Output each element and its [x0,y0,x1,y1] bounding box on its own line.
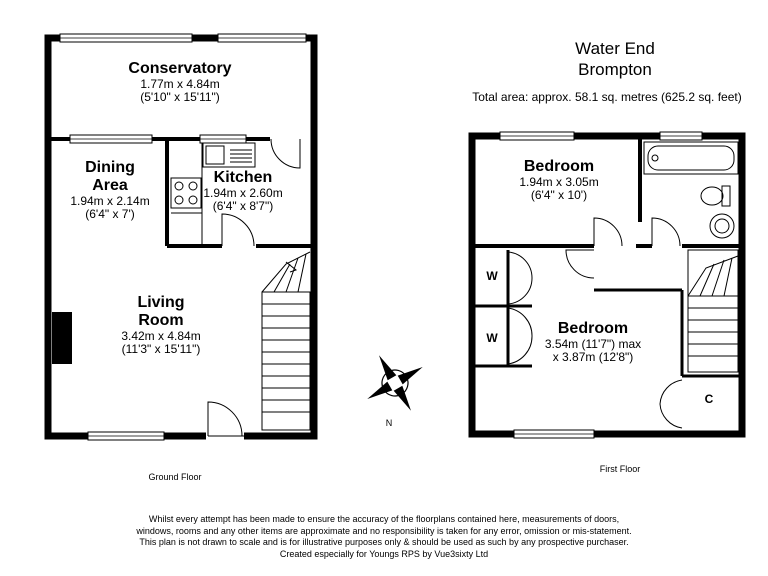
bedroom-1-metric: 1.94m x 3.05m [519,174,599,189]
dining-area-imperial: (6'4" x 7') [85,207,135,222]
bathroom-door-swing [652,218,680,246]
wardrobe-1-label: W [486,269,498,283]
kitchen-door-swing [222,214,254,246]
wardrobe-1-door-swing [508,252,532,304]
kitchen-imperial: (6'4" x 8'7") [212,199,274,214]
basin [710,214,734,238]
disclaimer-line-3: This plan is not drawn to scale and is for illustrative purposes only & should be used as such by any prospective purchaser. [139,537,629,548]
toilet [701,187,723,205]
ground-floor-label: Ground Floor [148,472,202,482]
back-door-swing [271,139,300,168]
bedroom-2-size-1: 3.54m (11'7") max [544,336,642,351]
bedroom-1-name: Bedroom [523,158,595,175]
conservatory-name: Conservatory [128,60,232,77]
compass-north-label: N [385,418,393,428]
total-area: Total area: approx. 58.1 sq. metres (625.2 sq. feet) [472,90,742,104]
conservatory-imperial: (5'10" x 15'11") [140,90,220,105]
front-door-swing [208,402,242,436]
living-room-name-2: Room [138,311,184,329]
chimney-breast [52,312,72,364]
compass-rose [351,339,438,426]
dining-area-name-1: Dining [85,159,135,176]
living-room-label [96,294,226,357]
bathroom-fittings [644,142,738,238]
bedroom-1-imperial: (6'4" x 10') [530,188,588,203]
property-title [530,38,700,81]
kitchen-name: Kitchen [213,169,273,186]
disclaimer-line-2: windows, rooms and any other items are approximate and no responsibility is taken for any error, omission or mis-statement. [136,525,632,536]
ground-floor-staircase [262,252,310,430]
kitchen-metric: 1.94m x 2.60m [203,185,283,200]
disclaimer [90,514,678,561]
disclaimer-line-1: Whilst every attempt has been made to ensure the accuracy of the floorplans contained here, measurements of doors, [148,514,620,524]
sink [203,143,255,167]
conservatory-metric: 1.77m x 4.84m [140,76,220,91]
bedroom-1-label [500,158,618,203]
cupboard-label: C [704,392,714,406]
property-name-line-1: Water End [575,39,655,58]
property-name-line-2: Brompton [578,60,652,80]
back-door-gap [270,135,300,143]
dining-area-name-2: Area [92,176,128,194]
first-floor-label: First Floor [599,464,641,474]
bedroom-2-size-2: x 3.87m (12'8") [552,350,634,365]
bedroom-2-door-swing [566,250,594,278]
conservatory-label [100,60,260,105]
bedroom-1-door-swing [594,218,622,246]
cupboard-door-swing [660,380,682,428]
dining-area-metric: 1.94m x 2.14m [70,193,150,208]
kitchen-door-gap [222,242,256,250]
kitchen-label [193,169,293,214]
living-room-metric: 3.42m x 4.84m [121,328,201,343]
wardrobe-2-label: W [486,331,498,345]
dining-area-label [60,159,160,222]
bedroom-2-name: Bedroom [557,320,629,337]
disclaimer-line-4: Created especially for Youngs RPS by Vue3sixty Ltd [279,549,489,560]
first-floor-staircase [688,250,738,372]
living-room-name-1: Living [137,294,185,311]
bedroom-2-label [528,320,658,365]
living-room-imperial: (11'3" x 15'11") [121,342,201,357]
